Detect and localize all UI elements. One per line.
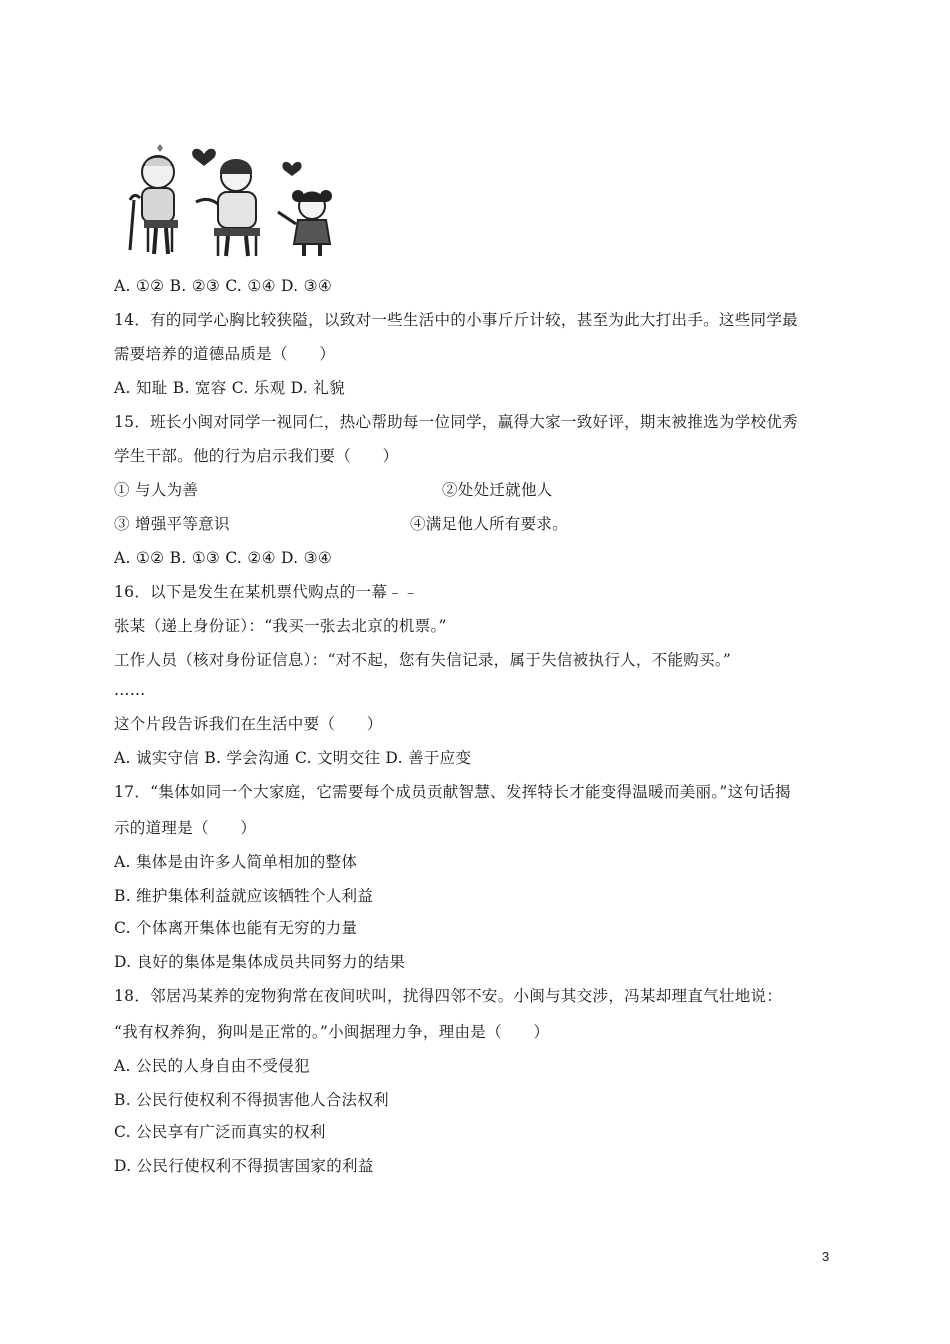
q14-options: A. 知耻 B. 宽容 C. 乐观 D. 礼貌 — [114, 379, 345, 397]
q18-option-c: C. 公民享有广泛而真实的权利 — [114, 1123, 326, 1141]
q15-options: A. ①② B. ①③ C. ②④ D. ③④ — [114, 549, 333, 567]
q16-options: A. 诚实守信 B. 学会沟通 C. 文明交往 D. 善于应变 — [114, 749, 472, 767]
q18-option-a: A. 公民的人身自由不受侵犯 — [114, 1057, 310, 1075]
q17-stem-line2: 示的道理是（ ） — [114, 819, 257, 837]
q15-item1: ① 与人为善 — [114, 481, 199, 499]
q18-stem-line1: 18．邻居冯某养的宠物狗常在夜间吠叫，扰得四邻不安。小闽与其交涉，冯某却理直气壮地说： — [114, 987, 783, 1005]
q17-option-d: D. 良好的集体是集体成员共同努力的结果 — [114, 953, 406, 971]
q17-stem-line1: 17．“集体如同一个大家庭，它需要每个成员贡献智慧、发挥特长才能变得温暖而美丽。”这句话揭 — [114, 783, 791, 801]
q16-stem-line1: 16．以下是发生在某机票代购点的一幕﹣﹣ — [114, 583, 419, 601]
page-number: 3 — [822, 1249, 830, 1264]
q16-question: 这个片段告诉我们在生活中要（ ） — [114, 715, 383, 733]
elderly-mother-child-hearts-illustration — [120, 132, 350, 260]
q14-stem-line2: 需要培养的道德品质是（ ） — [114, 345, 336, 363]
q15-stem-line2: 学生干部。他的行为启示我们要（ ） — [114, 447, 399, 465]
q15-stem-line1: 15．班长小闽对同学一视同仁，热心帮助每一位同学，赢得大家一致好评，期末被推选为学校优秀 — [114, 413, 798, 431]
q18-option-d: D. 公民行使权利不得损害国家的利益 — [114, 1157, 374, 1175]
q15-item3: ③ 增强平等意识 — [114, 515, 230, 533]
q13-options: A. ①② B. ②③ C. ①④ D. ③④ — [114, 277, 333, 295]
q15-item2: ②处处迁就他人 — [442, 481, 553, 499]
q14-stem-line1: 14．有的同学心胸比较狭隘，以致对一些生活中的小事斤斤计较，甚至为此大打出手。这些同学最 — [114, 311, 798, 329]
q18-option-b: B. 公民行使权利不得损害他人合法权利 — [114, 1091, 389, 1109]
q16-dialog1: 张某（递上身份证）：“我买一张去北京的机票。” — [114, 617, 447, 635]
q15-item4: ④满足他人所有要求。 — [410, 515, 569, 533]
q17-option-a: A. 集体是由许多人简单相加的整体 — [114, 853, 358, 871]
q18-stem-line2: “我有权养狗，狗叫是正常的。”小闽据理力争，理由是（ ） — [114, 1023, 550, 1041]
q16-ellipsis: …… — [114, 681, 146, 699]
q16-dialog2: 工作人员（核对身份证信息）：“对不起，您有失信记录，属于失信被执行人，不能购买。” — [114, 651, 732, 669]
q17-option-b: B. 维护集体利益就应该牺牲个人利益 — [114, 887, 374, 905]
q17-option-c: C. 个体离开集体也能有无穷的力量 — [114, 919, 358, 937]
